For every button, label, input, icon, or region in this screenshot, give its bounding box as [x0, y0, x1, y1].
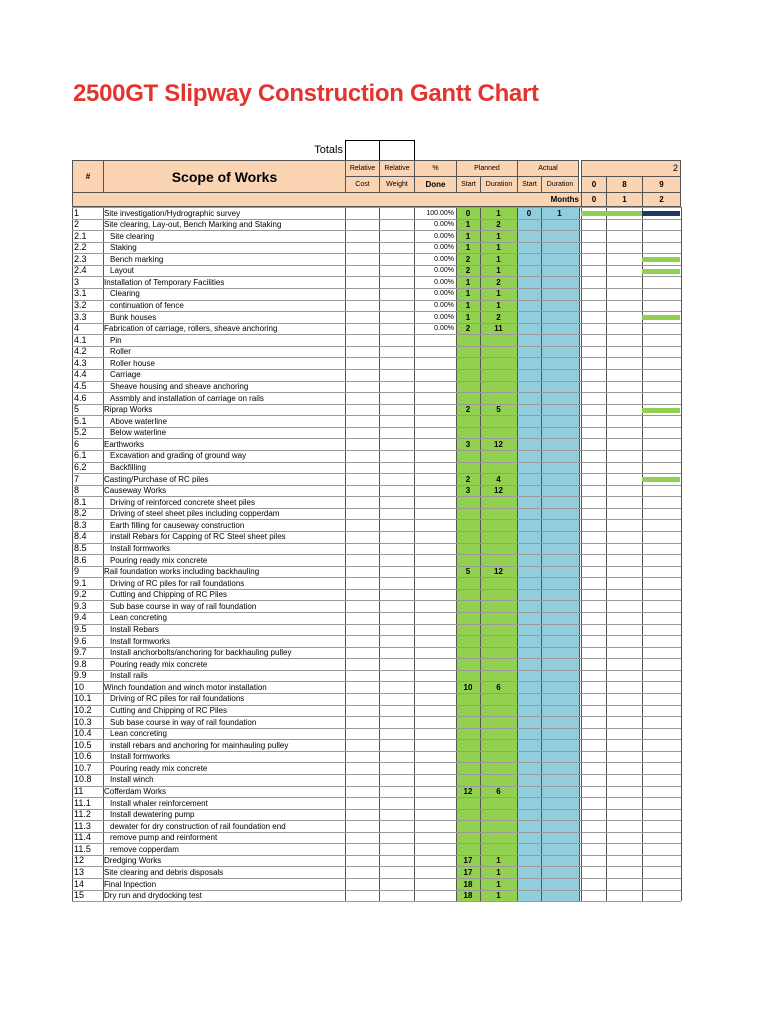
timeline-top-2: 9	[642, 176, 681, 193]
header-planned: Planned	[456, 160, 518, 177]
row-description: Install Rebars	[110, 625, 159, 635]
row-planned-duration: 1	[496, 266, 501, 276]
timeline-top-1: 8	[606, 176, 643, 193]
row-description: Site clearing and debris disposals	[104, 867, 224, 877]
row-planned-duration: 12	[494, 439, 503, 449]
row-description: Roller	[110, 347, 131, 357]
row-number: 7	[74, 473, 80, 484]
row-number: 11.1	[74, 797, 91, 808]
row-number: 2	[74, 219, 80, 230]
row-number: 13	[74, 866, 85, 877]
row-description: install Rebars for Capping of RC Steel sheet piles	[110, 532, 286, 542]
row-planned-duration: 1	[496, 208, 501, 218]
row-number: 9.4	[74, 612, 87, 623]
row-description: remove pump and reinforment	[110, 833, 218, 843]
row-planned-start: 0	[465, 208, 471, 218]
row-planned-duration: 12	[494, 567, 503, 577]
row-number: 4.3	[74, 357, 87, 368]
header-relative-cost-2: Cost	[345, 176, 380, 193]
header-actual-duration: Duration	[541, 176, 579, 193]
row-number: 11.5	[74, 843, 91, 854]
row-description: Sheave housing and sheave anchoring	[110, 382, 249, 392]
row-description: Pouring ready mix concrete	[110, 555, 208, 565]
row-description: Backfilling	[110, 463, 147, 473]
row-number: 9	[74, 566, 80, 577]
row-number: 3	[74, 276, 80, 287]
row-planned-duration: 1	[496, 289, 501, 299]
row-description: Rail foundation works including backhauling	[104, 567, 260, 577]
row-number: 4.1	[74, 334, 87, 345]
row-number: 10.8	[74, 774, 92, 785]
row-description: Driving of RC piles for rail foundations	[110, 578, 245, 588]
header-relative-weight: Relative	[379, 160, 415, 177]
timeline-year-row: 2	[581, 160, 681, 177]
totals-weight-cell[interactable]	[379, 140, 415, 160]
row-number: 3.3	[74, 311, 87, 322]
row-number: 10.4	[74, 728, 92, 739]
row-description: Earth filling for causeway construction	[110, 520, 245, 530]
months-label: Months	[72, 192, 582, 207]
row-description: Bunk houses	[110, 312, 157, 322]
row-description: Driving of reinforced concrete sheet piles	[110, 497, 255, 507]
row-number: 9.2	[74, 589, 87, 600]
row-planned-start: 5	[465, 567, 471, 577]
row-percent-done: 0.00%	[434, 302, 454, 310]
row-planned-duration: 6	[496, 682, 501, 692]
header-actual: Actual	[517, 160, 579, 177]
row-number: 5.2	[74, 427, 87, 438]
row-description: Riprap Works	[104, 405, 153, 415]
row-planned-duration: 12	[494, 486, 503, 496]
row-number: 4.6	[74, 392, 87, 403]
row-planned-start: 17	[463, 867, 473, 877]
row-percent-done: 0.00%	[434, 255, 454, 263]
row-number: 8.2	[74, 508, 87, 519]
row-description: Sub base course in way of rail foundation	[110, 601, 257, 611]
row-number: 9.3	[74, 600, 87, 611]
row-number: 8.1	[74, 496, 87, 507]
row-number: 8.3	[74, 519, 87, 530]
row-number: 10.6	[74, 751, 92, 762]
row-number: 12	[74, 855, 85, 866]
row-number: 9.6	[74, 635, 87, 646]
row-description: Casting/Purchase of RC piles	[104, 474, 209, 484]
row-planned-duration: 2	[496, 220, 501, 230]
row-percent-done: 0.00%	[434, 290, 454, 298]
row-planned-start: 1	[465, 220, 471, 230]
row-description: Layout	[110, 266, 135, 276]
gantt-bar-planned	[642, 408, 680, 413]
row-planned-duration: 1	[496, 301, 501, 311]
row-description: Above waterline	[110, 416, 167, 426]
row-number: 9.1	[74, 577, 87, 588]
gantt-bar-planned	[642, 477, 680, 482]
header-planned-duration: Duration	[480, 176, 518, 193]
row-number: 4	[74, 323, 80, 334]
row-description: Install winch	[110, 775, 154, 785]
row-actual-start: 0	[526, 208, 532, 218]
header-num: #	[72, 160, 104, 193]
row-percent-done: 0.00%	[434, 232, 454, 240]
row-number: 5	[74, 404, 80, 415]
row-description: Lean concreting	[110, 729, 167, 739]
row-number: 9.7	[74, 647, 87, 658]
row-planned-duration: 2	[496, 312, 501, 322]
row-description: remove copperdam	[110, 844, 179, 854]
row-description: Site clearing	[110, 231, 155, 241]
grid-column-line	[681, 207, 682, 901]
timeline-bottom-1: 1	[606, 192, 643, 207]
row-number: 9.8	[74, 658, 87, 669]
row-planned-start: 10	[463, 682, 473, 692]
row-description: dewater for dry construction of rail foundation end	[110, 821, 286, 831]
row-description: Cutting and Chipping of RC Piles	[110, 706, 227, 715]
row-percent-done: 0.00%	[434, 244, 454, 252]
row-planned-start: 1	[465, 312, 471, 322]
row-number: 15	[74, 890, 85, 901]
row-description: continuation of fence	[110, 301, 184, 311]
row-number: 4.2	[74, 346, 87, 357]
header-actual-start: Start	[517, 176, 542, 193]
row-planned-start: 2	[465, 266, 471, 276]
row-number: 4.4	[74, 369, 87, 380]
row-percent-done: 100.00%	[426, 209, 454, 217]
header-percent: %	[414, 160, 457, 177]
row-number: 10.1	[74, 693, 92, 704]
row-planned-start: 18	[463, 891, 473, 901]
row-planned-duration: 1	[496, 879, 501, 889]
row-description: Install rails	[110, 671, 148, 681]
row-description: Driving of steel sheet piles including copperdam	[110, 509, 280, 519]
row-percent-done: 0.00%	[434, 221, 454, 229]
timeline-bottom-2: 2	[642, 192, 681, 207]
timeline-bottom-0: 0	[581, 192, 607, 207]
row-planned-start: 2	[465, 254, 471, 264]
row-planned-start: 1	[465, 289, 471, 299]
row-description: Cutting and Chipping of RC Piles	[110, 590, 227, 600]
row-planned-duration: 4	[496, 474, 501, 484]
row-planned-start: 3	[465, 439, 471, 449]
row-number: 8.6	[74, 554, 87, 565]
row-description: Sub base course in way of rail foundation	[110, 717, 257, 727]
row-number: 2.3	[74, 253, 87, 264]
row-percent-done: 0.00%	[434, 313, 454, 321]
row-description: Install formworks	[110, 544, 171, 554]
row-description: Pouring ready mix concrete	[110, 763, 208, 773]
header-relative-weight-2: Weight	[379, 176, 415, 193]
row-planned-duration: 1	[496, 891, 501, 901]
row-description: Install whaler reinforcement	[110, 798, 208, 808]
row-description: Below waterline	[110, 428, 167, 438]
row-number: 10.5	[74, 739, 92, 750]
row-number: 5.1	[74, 415, 87, 426]
page-title: 2500GT Slipway Construction Gantt Chart	[73, 80, 539, 107]
row-description: Carriage	[110, 370, 141, 380]
row-planned-start: 2	[465, 474, 471, 484]
row-planned-start: 18	[463, 879, 473, 889]
gantt-bar-planned	[642, 269, 680, 274]
gantt-bar-actual	[642, 211, 680, 216]
row-planned-duration: 1	[496, 231, 501, 241]
row-description: Install anchorbolts/anchoring for backhauling pulley	[110, 648, 292, 658]
row-description: Lean concreting	[110, 613, 167, 623]
row-number: 8.5	[74, 543, 87, 554]
row-description: Assmbly and installation of carriage on rails	[110, 393, 264, 403]
row-description: install rebars and anchoring for mainhauling pulley	[110, 740, 289, 750]
row-percent-done: 0.00%	[434, 267, 454, 275]
row-planned-duration: 1	[496, 856, 501, 866]
row-planned-start: 1	[465, 277, 471, 287]
row-planned-duration: 1	[496, 867, 501, 877]
row-description: Excavation and grading of ground way	[110, 451, 247, 461]
row-description: Install formworks	[110, 636, 171, 646]
row-planned-duration: 6	[496, 787, 501, 796]
row-description: Dry run and drydocking test	[104, 891, 202, 901]
row-description: Site clearing, Lay-out, Bench Marking and Staking	[104, 220, 282, 230]
row-planned-duration: 2	[496, 277, 501, 287]
row-description: Causeway Works	[104, 486, 167, 496]
timeline-top-0: 0	[581, 176, 607, 193]
row-number: 2.1	[74, 230, 87, 241]
header-relative-cost: Relative	[345, 160, 380, 177]
totals-cost-cell[interactable]	[345, 140, 380, 160]
row-description: Driving of RC piles for rail foundations	[110, 694, 245, 704]
row-number: 10.2	[74, 705, 92, 715]
row-number: 11.4	[74, 832, 91, 843]
row-description: Staking	[110, 243, 137, 253]
row-planned-duration: 1	[496, 243, 501, 253]
row-number: 11.2	[74, 809, 91, 820]
row-number: 2.4	[74, 265, 87, 276]
row-actual-duration: 1	[557, 208, 562, 218]
row-number: 11.3	[74, 820, 91, 831]
row-planned-duration: 1	[496, 254, 501, 264]
row-number: 8.4	[74, 531, 87, 542]
row-description: Install formworks	[110, 752, 171, 762]
row-number: 10.7	[74, 762, 92, 773]
row-number: 10.3	[74, 716, 92, 727]
gantt-bar-planned	[642, 315, 680, 320]
row-number: 11	[74, 786, 84, 796]
row-number: 6	[74, 438, 80, 449]
row-number: 1	[74, 207, 80, 218]
row-percent-done: 0.00%	[434, 278, 454, 286]
row-description: Cofferdam Works	[104, 787, 166, 796]
row-number: 6.2	[74, 462, 87, 473]
row-description: Roller house	[110, 358, 155, 368]
row-number: 14	[74, 878, 85, 889]
row-description: Installation of Temporary Facilities	[104, 277, 225, 287]
header-done: Done	[414, 176, 457, 193]
row-number: 9.9	[74, 670, 87, 681]
header-scope: Scope of Works	[103, 160, 346, 193]
row-description: Final Inpection	[104, 879, 157, 889]
row-planned-start: 12	[463, 787, 473, 796]
row-description: Winch foundation and winch motor installation	[104, 682, 267, 692]
row-description: Pin	[110, 335, 122, 345]
row-description: Fabrication of carriage, rollers, sheave anchoring	[104, 324, 278, 334]
row-number: 3.2	[74, 300, 87, 311]
row-planned-start: 2	[465, 324, 471, 334]
row-planned-duration: 11	[494, 324, 503, 334]
row-number: 9.5	[74, 624, 87, 635]
row-planned-start: 1	[465, 231, 471, 241]
row-number: 6.1	[74, 450, 87, 461]
row-planned-start: 1	[465, 301, 471, 311]
row-number: 10	[74, 681, 85, 692]
row-planned-start: 2	[465, 405, 471, 415]
header-planned-start: Start	[456, 176, 481, 193]
row-planned-start: 3	[465, 486, 471, 496]
row-description: Bench marking	[110, 254, 164, 264]
row-planned-duration: 5	[496, 405, 501, 415]
row-planned-start: 17	[463, 856, 473, 866]
row-description: Clearing	[110, 289, 140, 299]
row-description: Install dewatering pump	[110, 810, 195, 820]
totals-label: Totals	[314, 144, 343, 156]
row-percent-done: 0.00%	[434, 325, 454, 333]
row-planned-start: 1	[465, 243, 471, 253]
gantt-bar-planned	[642, 257, 680, 262]
row-description: Site investigation/Hydrographic survey	[104, 208, 241, 218]
row-description: Pouring ready mix concrete	[110, 659, 208, 669]
row-description: Dredging Works	[104, 856, 162, 866]
row-number: 8	[74, 485, 80, 496]
row-number: 2.2	[74, 242, 87, 253]
row-description: Earthworks	[104, 439, 145, 449]
grid-row-line	[72, 901, 681, 902]
row-number: 3.1	[74, 288, 87, 299]
gantt-bar-planned	[581, 211, 642, 216]
row-number: 4.5	[74, 381, 87, 392]
